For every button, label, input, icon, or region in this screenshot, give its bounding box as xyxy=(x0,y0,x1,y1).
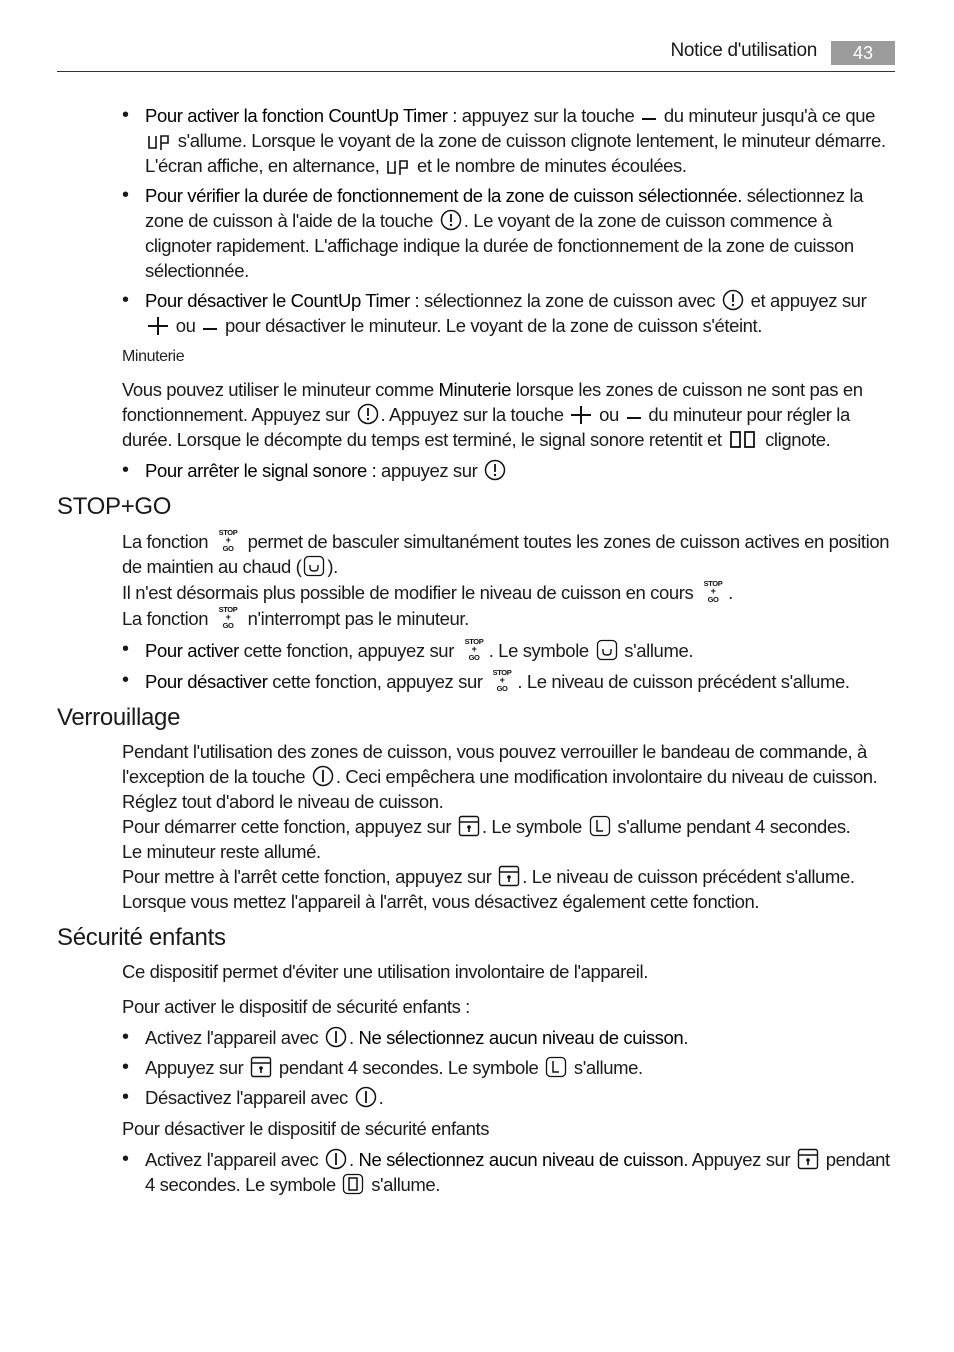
securite-heading: Sécurité enfants xyxy=(57,924,226,951)
svg-text:+: + xyxy=(710,586,716,596)
list-item: • Désactivez l'appareil avec . xyxy=(122,1085,897,1110)
svg-text:GO: GO xyxy=(468,653,480,662)
verrouillage-paragraph: Le minuteur reste allumé. xyxy=(122,841,321,862)
svg-text:+: + xyxy=(471,644,477,654)
up-display-icon xyxy=(386,158,410,176)
svg-text:+: + xyxy=(499,675,505,685)
bullet-lead: Pour activer la fonction CountUp Timer : xyxy=(145,105,458,126)
on-off-icon xyxy=(325,1148,347,1170)
on-off-icon xyxy=(312,765,334,787)
plus-icon xyxy=(570,405,592,425)
list-item: • Pour désactiver cette fonction, appuyez sur STOP + GO . Le niveau de cuisson précédent s'allume. xyxy=(122,668,897,694)
keep-warm-icon xyxy=(596,639,618,661)
lock-icon xyxy=(250,1056,272,1078)
zero-display-icon xyxy=(342,1173,364,1195)
stop-go-icon xyxy=(700,579,726,603)
securite-intro: Ce dispositif permet d'éviter une utilisation involontaire de l'appareil. xyxy=(122,961,648,982)
timer-icon xyxy=(440,209,462,231)
L-display-icon xyxy=(545,1056,567,1078)
svg-text:STOP: STOP xyxy=(464,637,484,646)
timer-icon xyxy=(722,289,744,311)
verrouillage-heading: Verrouillage xyxy=(57,704,181,731)
list-item: • Pour désactiver le CountUp Timer : sélectionnez la zone de cuisson avec et appuyez sur ou pour désactiver le minuteur. Le voyant de la zone de cuisson s'éteint. xyxy=(122,288,897,338)
stopgo-paragraph: La fonction STOP + GO n'interrompt pas le minuteur. xyxy=(122,605,469,630)
list-item: • Pour activer la fonction CountUp Timer : appuyez sur la touche du minuteur jusqu'à ce que s'allume. Lorsque le voyant de la zone de cuisson clignote lentement, le minuteur démarre. L'écran affiche, en alternance, et le nombre de minutes écoulées. xyxy=(122,103,897,178)
list-item: • Appuyez sur pendant 4 secondes. Le symbole s'allume. xyxy=(122,1055,897,1080)
minuterie-paragraph: Vous pouvez utiliser le minuteur comme Minuterie lorsque les zones de cuisson ne sont pas en fonctionnement. Appuyez sur . Appuyez sur la touche ou du minuteur pour régler la durée. Lorsque le décompte du temps est terminé, le signal sonore retentit et clignote. xyxy=(122,379,863,450)
up-display-icon xyxy=(147,133,171,151)
on-off-icon xyxy=(325,1026,347,1048)
stop-go-icon xyxy=(215,528,241,552)
svg-text:STOP: STOP xyxy=(218,528,238,537)
svg-text:STOP: STOP xyxy=(703,579,723,588)
verrouillage-paragraph: Pour mettre à l'arrêt cette fonction, appuyez sur . Le niveau de cuisson précédent s'allume. xyxy=(122,866,855,887)
lock-icon xyxy=(498,865,520,887)
verrouillage-paragraph: Pour démarrer cette fonction, appuyez sur . Le symbole s'allume pendant 4 secondes. xyxy=(122,816,851,837)
timer-icon xyxy=(357,403,379,425)
svg-text:GO: GO xyxy=(707,595,719,604)
svg-text:+: + xyxy=(225,535,231,545)
bullet-lead: Pour arrêter le signal sonore : xyxy=(145,460,377,481)
securite-activate-heading: Pour activer le dispositif de sécurité enfants : xyxy=(122,996,470,1017)
page-header xyxy=(57,38,895,72)
svg-text:GO: GO xyxy=(222,544,234,553)
svg-text:+: + xyxy=(225,612,231,622)
securite-deactivate-list xyxy=(122,1147,897,1197)
stopgo-paragraph: La fonction STOP + GO permet de basculer simultanément toutes les zones de cuisson actives en position de maintien au chaud ( ). xyxy=(122,528,890,577)
minus-icon xyxy=(641,108,657,126)
page-content xyxy=(57,103,897,1202)
double-zero-display-icon xyxy=(728,430,758,450)
stopgo-paragraph: Il n'est désormais plus possible de modifier le niveau de cuisson en cours STOP + GO . xyxy=(122,579,733,604)
list-item: • Activez l'appareil avec . Ne sélectionnez aucun niveau de cuisson. xyxy=(122,1025,897,1050)
stop-go-icon xyxy=(461,637,487,661)
minus-icon xyxy=(202,318,218,336)
list-item: • Pour activer cette fonction, appuyez sur STOP + GO . Le symbole s'allume. xyxy=(122,637,897,663)
timer-icon xyxy=(484,459,506,481)
securite-deactivate-heading: Pour désactiver le dispositif de sécurité enfants xyxy=(122,1118,490,1139)
stopgo-heading: STOP+GO xyxy=(57,493,172,520)
L-display-icon xyxy=(589,815,611,837)
svg-text:STOP: STOP xyxy=(493,668,512,677)
svg-text:STOP: STOP xyxy=(218,605,238,614)
minus-icon xyxy=(626,407,642,425)
stop-go-icon xyxy=(215,605,241,629)
list-item: • Activez l'appareil avec . Ne sélectionnez aucun niveau de cuisson. Appuyez sur pendant 4 secondes. Le symbole s'allume. xyxy=(122,1147,897,1197)
keep-warm-icon xyxy=(303,555,325,577)
lock-icon xyxy=(458,815,480,837)
minuterie-list xyxy=(122,458,897,483)
securite-section xyxy=(122,959,897,1197)
securite-activate-list xyxy=(122,1025,897,1110)
stopgo-list xyxy=(122,637,897,694)
list-item: • Pour arrêter le signal sonore : appuyez sur xyxy=(122,458,897,483)
svg-text:GO: GO xyxy=(496,684,508,693)
verrouillage-paragraph: Réglez tout d'abord le niveau de cuisson. xyxy=(122,791,444,812)
lock-icon xyxy=(797,1148,819,1170)
svg-text:GO: GO xyxy=(222,621,234,630)
page-number: 43 xyxy=(831,41,895,65)
bullet-lead: Pour vérifier la durée de fonctionnement de la zone de cuisson sélectionnée. xyxy=(145,185,742,206)
verrouillage-paragraph: Pendant l'utilisation des zones de cuisson, vous pouvez verrouiller le bandeau de commande, à l'exception de la touche . Ceci empêchera une modification involontaire du niveau de cuisson. xyxy=(122,741,878,787)
header-title: Notice d'utilisation xyxy=(670,40,817,61)
bullet-lead: Pour activer xyxy=(145,640,239,661)
plus-icon xyxy=(147,316,169,336)
minuterie-label: Minuterie xyxy=(122,348,185,365)
verrouillage-paragraph: Lorsque vous mettez l'appareil à l'arrêt, vous désactivez également cette fonction. xyxy=(122,891,760,912)
countup-list xyxy=(122,103,897,338)
on-off-icon xyxy=(355,1086,377,1108)
bullet-lead: Pour désactiver xyxy=(145,671,268,692)
list-item: • Pour vérifier la durée de fonctionnement de la zone de cuisson sélectionnée. sélectionnez la zone de cuisson à l'aide de la touche . Le voyant de la zone de cuisson commence à clignoter rapidement. L'affichage indique la durée de fonctionnement de la zone de cuisson sélectionnée. xyxy=(122,183,897,283)
verrouillage-section xyxy=(122,739,897,914)
bullet-lead: Pour désactiver le CountUp Timer : xyxy=(145,290,420,311)
stop-go-icon xyxy=(489,668,515,692)
